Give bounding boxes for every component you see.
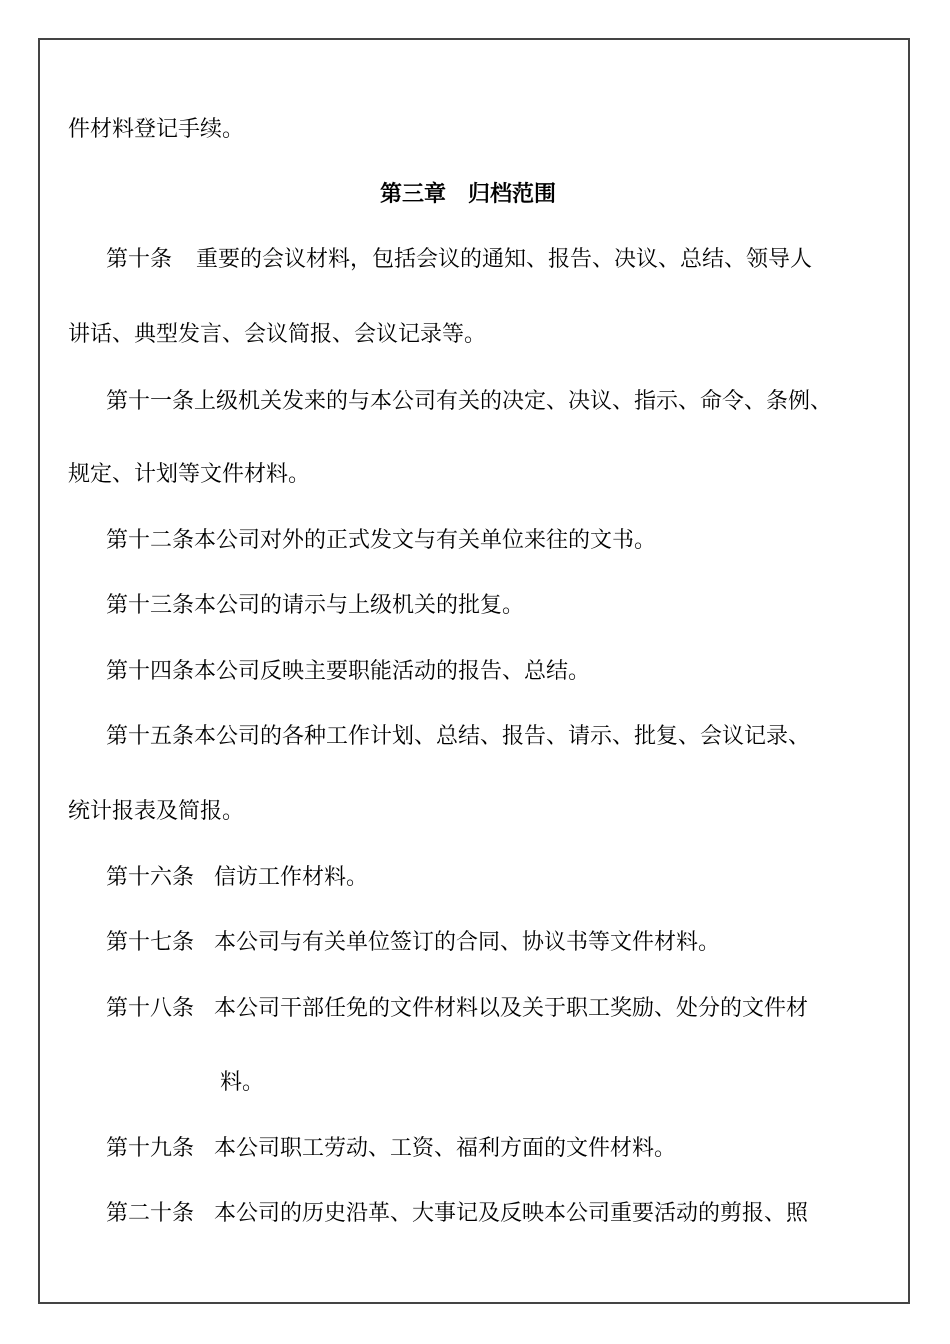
article-15-continued: 统计报表及简报。 [68,799,245,824]
article-text: 本公司干部任免的文件材料以及关于职工奖励、处分的文件材 [214,996,809,1021]
article-text: 上级机关发来的与本公司有关的决定、决议、指示、命令、条例、 [194,389,833,414]
continuation-text: 件材料登记手续。 [68,117,245,142]
article-number: 第二十条 [106,1201,195,1226]
article-20 [106,1199,808,1229]
article-15 [106,722,810,752]
article-11-continued: 规定、计划等文件材料。 [68,462,311,487]
article-number: 第十五条 [106,724,195,749]
article-number: 第十九条 [106,1136,195,1161]
article-number: 第十三条 [106,593,195,618]
article-text: 重要的会议材料，包括会议的通知、报告、决议、总结、领导人 [196,247,813,272]
article-text: 本公司职工劳动、工资、福利方面的文件材料。 [214,1136,677,1161]
article-text: 本公司对外的正式发文与有关单位来往的文书。 [194,528,657,553]
article-18 [106,994,808,1024]
chapter-title: 第三章 归档范围 [380,182,557,207]
article-text: 本公司的各种工作计划、总结、报告、请示、批复、会议记录、 [194,724,811,749]
article-16 [106,863,368,893]
article-number: 第十条 [106,247,173,272]
article-number: 第十二条 [106,528,195,553]
article-11 [106,387,832,417]
article-number: 第十八条 [106,996,195,1021]
article-text: 本公司与有关单位签订的合同、协议书等文件材料。 [214,930,721,955]
article-text: 本公司反映主要职能活动的报告、总结。 [194,659,591,684]
article-number: 第十一条 [106,389,195,414]
article-19 [106,1134,676,1164]
article-10-continued: 讲话、典型发言、会议简报、会议记录等。 [68,322,487,347]
article-13 [106,591,524,621]
article-18-continued: 料。 [220,1070,265,1095]
article-17 [106,928,720,958]
article-number: 第十七条 [106,930,195,955]
article-number: 第十四条 [106,659,195,684]
article-10 [106,245,812,275]
article-number: 第十六条 [106,865,195,890]
article-text: 信访工作材料。 [214,865,369,890]
article-14 [106,657,590,687]
article-text: 本公司的请示与上级机关的批复。 [194,593,525,618]
article-text: 本公司的历史沿革、大事记及反映本公司重要活动的剪报、照 [214,1201,809,1226]
article-12 [106,526,656,556]
